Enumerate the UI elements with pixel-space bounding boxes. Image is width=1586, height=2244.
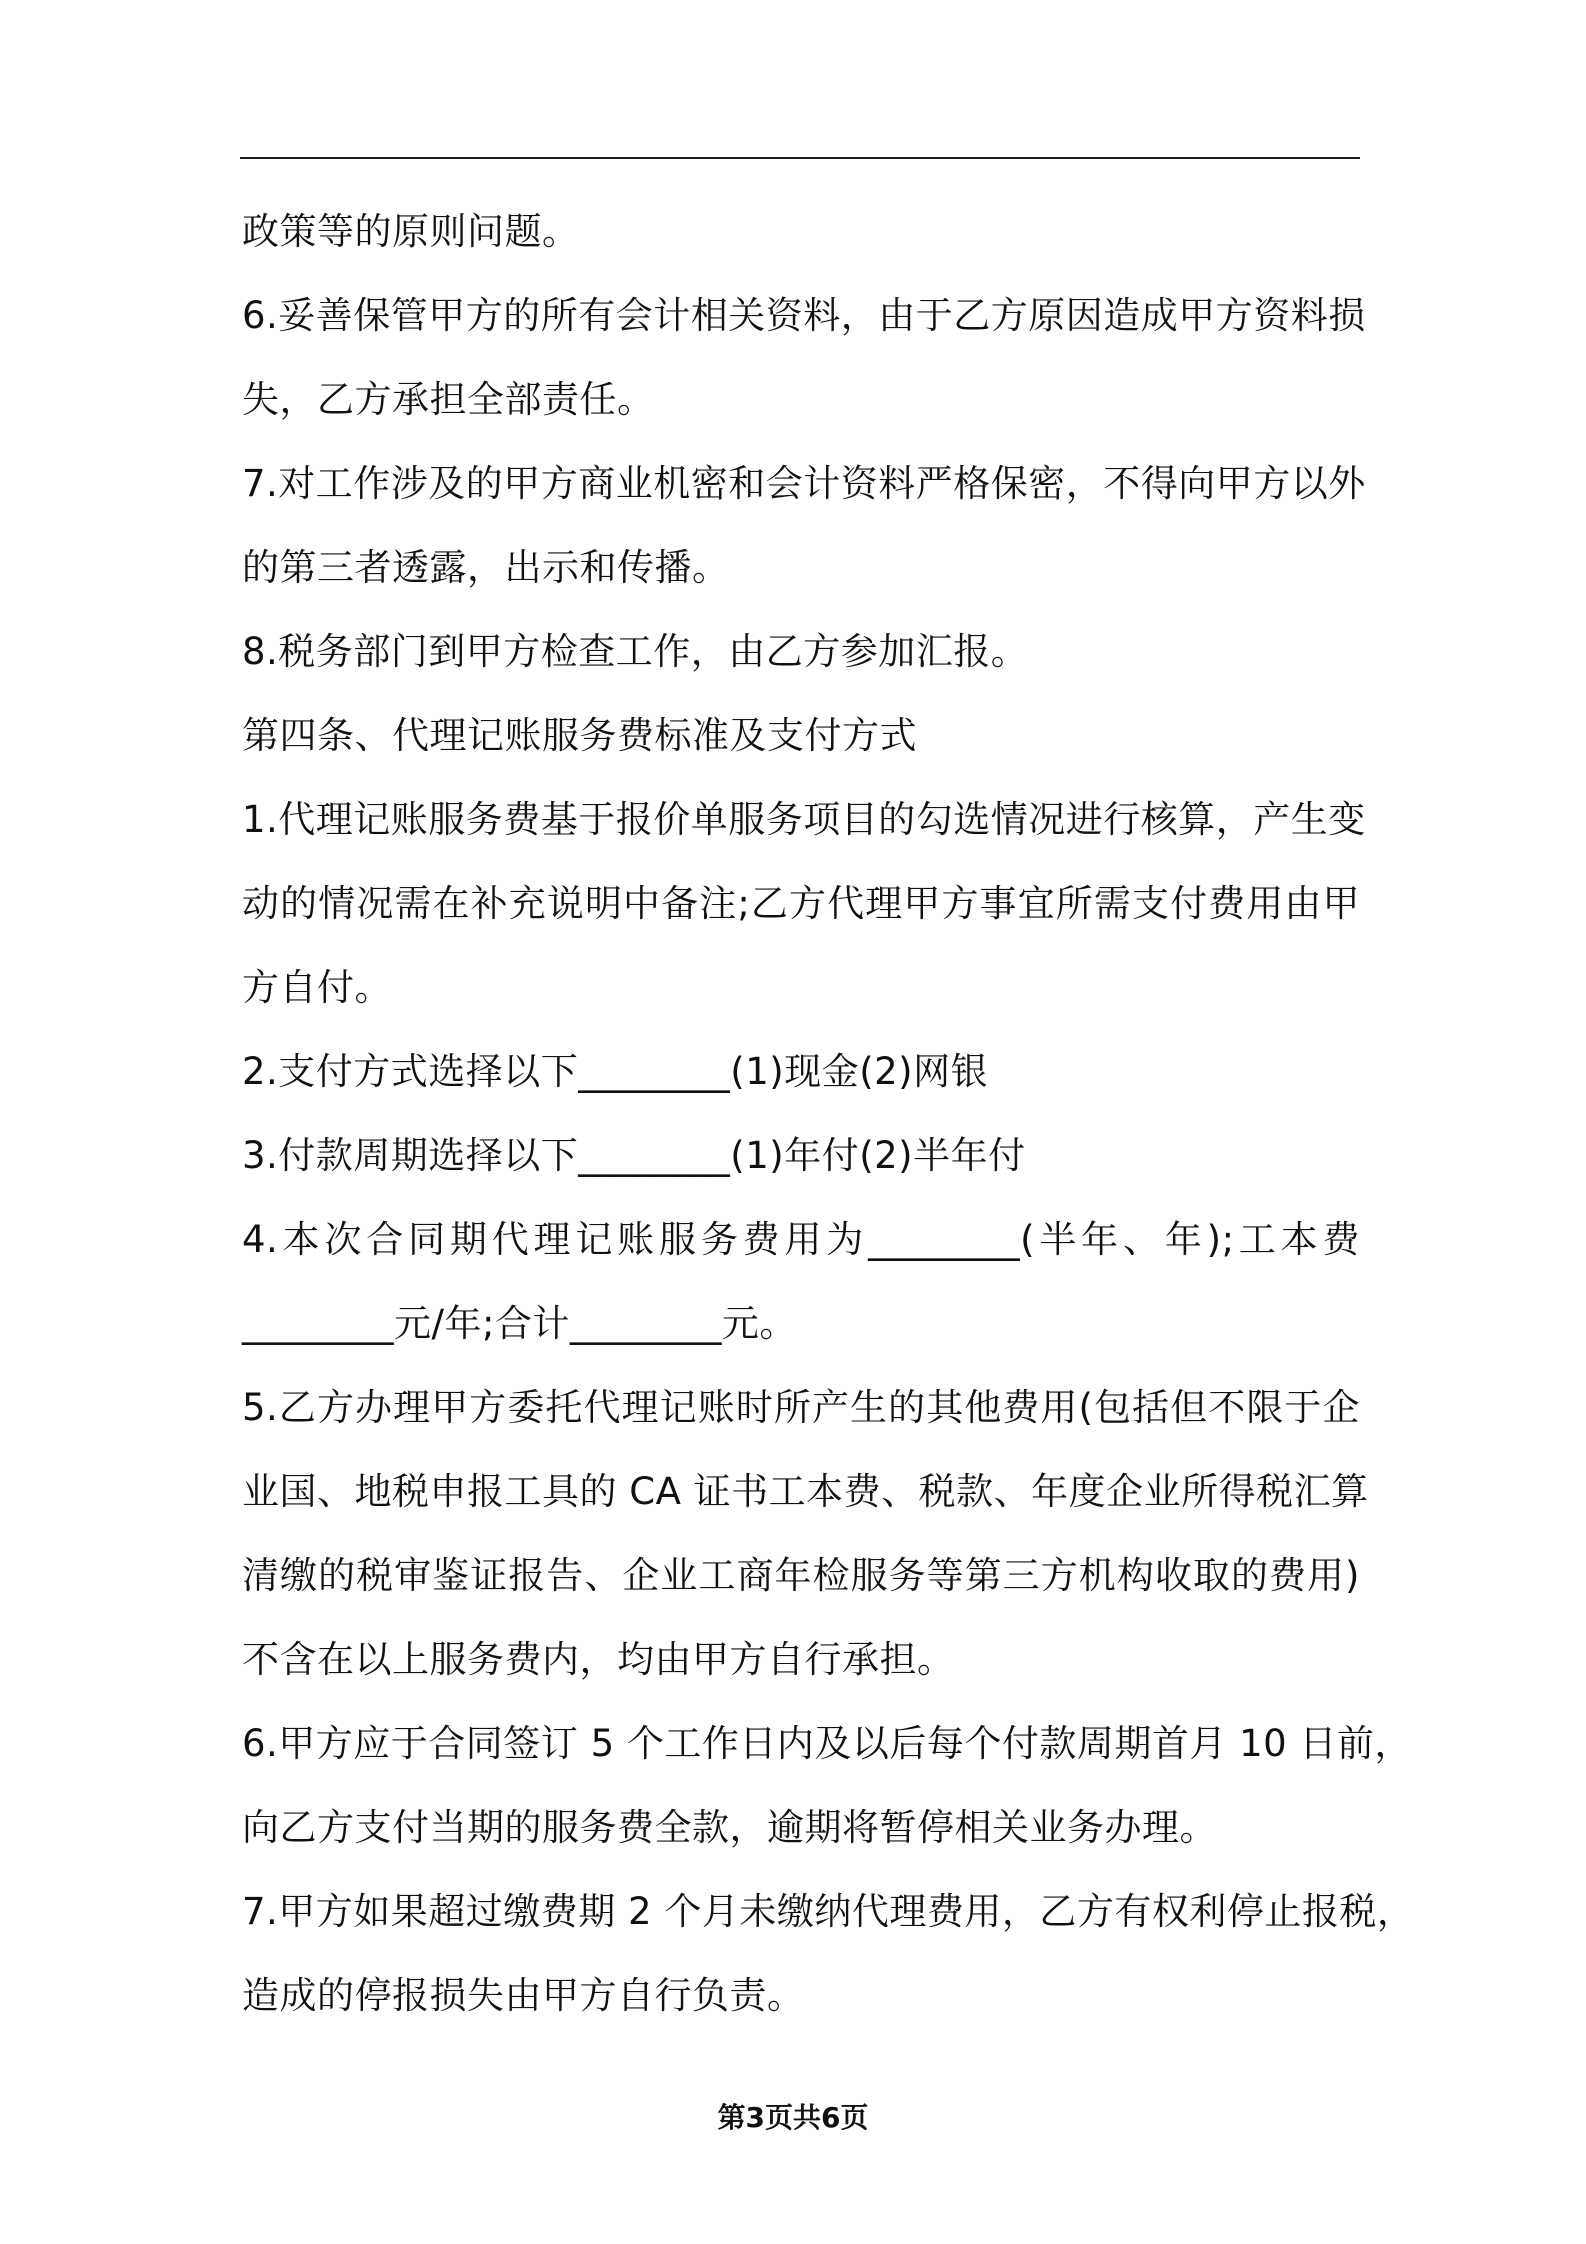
section-heading: 第四条、代理记账服务费标准及支付方式 — [242, 714, 917, 757]
text-line: 方自付。 — [242, 966, 392, 1009]
text-line: 5.乙方办理甲方委托代理记账时所产生的其他费用(包括但不限于企 — [242, 1386, 1360, 1429]
text-line: 3.付款周期选择以下________(1)年付(2)半年付 — [242, 1134, 1026, 1177]
document-body — [242, 190, 1415, 2038]
text-line: 8.税务部门到甲方检查工作，由乙方参加汇报。 — [242, 630, 1029, 673]
page-number: 第3页共6页 — [717, 2101, 869, 2134]
text-line: 失，乙方承担全部责任。 — [242, 378, 655, 421]
text-line: 1.代理记账服务费基于报价单服务项目的勾选情况进行核算，产生变 — [242, 798, 1366, 841]
text-line: ________元/年;合计________元。 — [242, 1302, 797, 1345]
text-line: 政策等的原则问题。 — [242, 210, 580, 253]
text-line: 7.对工作涉及的甲方商业机密和会计资料严格保密，不得向甲方以外 — [242, 462, 1366, 505]
text-line: 2.支付方式选择以下________(1)现金(2)网银 — [242, 1050, 989, 1093]
text-line: 不含在以上服务费内，均由甲方自行承担。 — [242, 1638, 955, 1681]
text-line: 的第三者透露，出示和传播。 — [242, 546, 730, 589]
text-line: 业国、地税申报工具的 CA 证书工本费、税款、年度企业所得税汇算 — [242, 1470, 1369, 1513]
text-line: 7.甲方如果超过缴费期 2 个月未缴纳代理费用，乙方有权利停止报税， — [242, 1890, 1415, 1933]
header-rule — [240, 157, 1360, 159]
text-line: 4.本次合同期代理记账服务费用为________(半年、年);工本费 — [242, 1218, 1360, 1261]
text-line: 清缴的税审鉴证报告、企业工商年检服务等第三方机构收取的费用) — [242, 1554, 1360, 1597]
text-line: 向乙方支付当期的服务费全款，逾期将暂停相关业务办理。 — [242, 1806, 1217, 1849]
text-line: 造成的停报损失由甲方自行负责。 — [242, 1974, 805, 2017]
text-line: 动的情况需在补充说明中备注;乙方代理甲方事宜所需支付费用由甲 — [242, 882, 1360, 925]
text-line: 6.妥善保管甲方的所有会计相关资料，由于乙方原因造成甲方资料损 — [242, 294, 1366, 337]
text-line: 6.甲方应于合同签订 5 个工作日内及以后每个付款周期首月 10 日前， — [242, 1722, 1412, 1765]
